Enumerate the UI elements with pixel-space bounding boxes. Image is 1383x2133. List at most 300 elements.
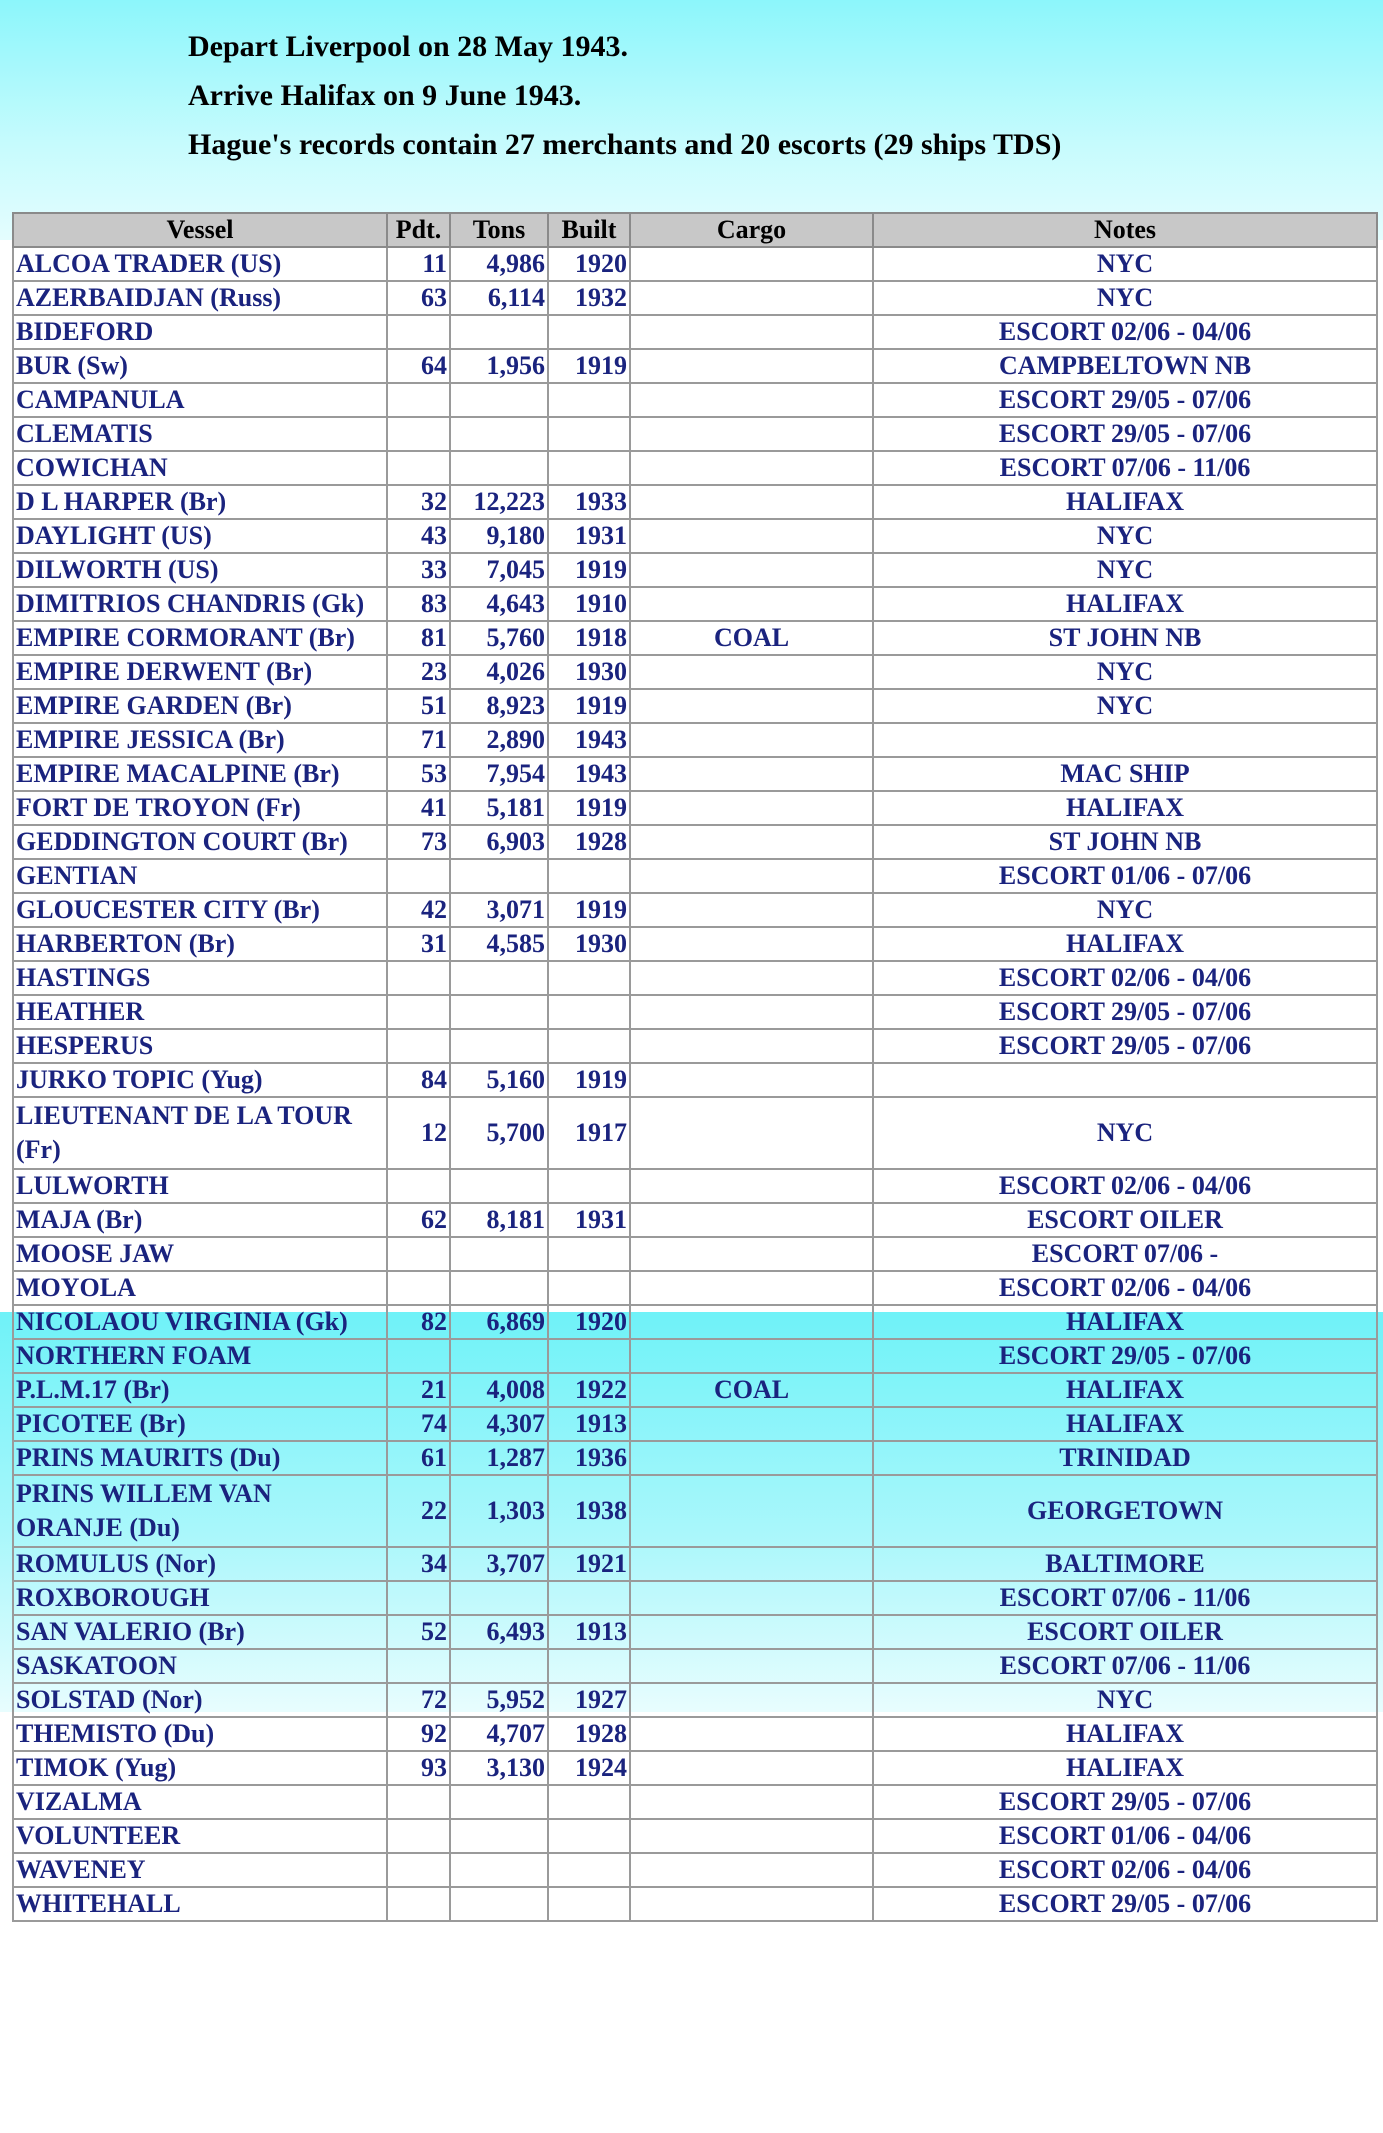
arrive-line: Arrive Halifax on 9 June 1943. [188, 79, 582, 112]
cargo-cell [630, 1547, 873, 1581]
notes-cell: ESCORT 29/05 - 07/06 [873, 1339, 1377, 1373]
pdt-cell: 51 [387, 689, 450, 723]
tons-cell: 4,643 [450, 587, 548, 621]
cargo-cell [630, 1097, 873, 1169]
cargo-cell [630, 1441, 873, 1475]
tons-cell: 3,707 [450, 1547, 548, 1581]
built-cell [548, 1237, 630, 1271]
pdt-cell: 33 [387, 553, 450, 587]
built-cell: 1919 [548, 1063, 630, 1097]
notes-cell: ESCORT 29/05 - 07/06 [873, 995, 1377, 1029]
notes-cell: NYC [873, 689, 1377, 723]
notes-cell: NYC [873, 893, 1377, 927]
tons-cell: 12,223 [450, 485, 548, 519]
built-cell [548, 383, 630, 417]
table-row [13, 1853, 1377, 1887]
tons-cell: 6,493 [450, 1615, 548, 1649]
pdt-cell: 72 [387, 1683, 450, 1717]
vessel-cell: VIZALMA [13, 1785, 387, 1819]
pdt-cell: 12 [387, 1097, 450, 1169]
pdt-cell [387, 383, 450, 417]
notes-cell: NYC [873, 281, 1377, 315]
table-row [13, 1441, 1377, 1475]
table-row [13, 689, 1377, 723]
cargo-cell [630, 961, 873, 995]
pdt-cell: 62 [387, 1203, 450, 1237]
vessel-cell: BUR (Sw) [13, 349, 387, 383]
notes-cell: ESCORT 01/06 - 04/06 [873, 1819, 1377, 1853]
table-row [13, 1407, 1377, 1441]
cargo-cell: COAL [630, 1373, 873, 1407]
vessel-cell: ALCOA TRADER (US) [13, 247, 387, 281]
table-row [13, 247, 1377, 281]
vessel-cell: HEATHER [13, 995, 387, 1029]
tons-cell [450, 1169, 548, 1203]
tons-cell: 4,008 [450, 1373, 548, 1407]
cargo-cell [630, 587, 873, 621]
convoy-summary [188, 22, 1061, 169]
vessel-cell: SOLSTAD (Nor) [13, 1683, 387, 1717]
tons-cell [450, 1339, 548, 1373]
cargo-cell [630, 1237, 873, 1271]
cargo-cell [630, 893, 873, 927]
table-row [13, 859, 1377, 893]
pdt-cell: 92 [387, 1717, 450, 1751]
tons-cell [450, 1649, 548, 1683]
convoy-ships-table [12, 212, 1378, 1922]
table-row [13, 621, 1377, 655]
tons-cell [450, 1581, 548, 1615]
notes-cell: BALTIMORE [873, 1547, 1377, 1581]
pdt-cell: 74 [387, 1407, 450, 1441]
cargo-cell [630, 927, 873, 961]
cargo-cell [630, 1683, 873, 1717]
table-row [13, 1339, 1377, 1373]
cargo-cell [630, 1063, 873, 1097]
notes-cell: ESCORT 29/05 - 07/06 [873, 417, 1377, 451]
pdt-cell [387, 1581, 450, 1615]
pdt-cell [387, 417, 450, 451]
tons-cell: 4,707 [450, 1717, 548, 1751]
cargo-cell [630, 315, 873, 349]
notes-cell: HALIFAX [873, 791, 1377, 825]
tons-cell: 5,700 [450, 1097, 548, 1169]
built-cell [548, 1339, 630, 1373]
notes-cell: ESCORT 29/05 - 07/06 [873, 1785, 1377, 1819]
cargo-cell [630, 757, 873, 791]
built-cell: 1932 [548, 281, 630, 315]
tons-cell: 4,307 [450, 1407, 548, 1441]
table-row [13, 825, 1377, 859]
column-header-pdt: Pdt. [387, 213, 450, 247]
tons-cell [450, 859, 548, 893]
pdt-cell: 61 [387, 1441, 450, 1475]
vessel-cell: SAN VALERIO (Br) [13, 1615, 387, 1649]
vessel-cell: COWICHAN [13, 451, 387, 485]
cargo-cell [630, 417, 873, 451]
pdt-cell [387, 995, 450, 1029]
built-cell: 1943 [548, 757, 630, 791]
table-row [13, 927, 1377, 961]
cargo-cell [630, 1887, 873, 1921]
notes-cell: ST JOHN NB [873, 825, 1377, 859]
vessel-cell: EMPIRE DERWENT (Br) [13, 655, 387, 689]
table-body [13, 247, 1377, 1921]
tons-cell [450, 1887, 548, 1921]
table-row [13, 383, 1377, 417]
notes-cell: MAC SHIP [873, 757, 1377, 791]
vessel-cell: EMPIRE GARDEN (Br) [13, 689, 387, 723]
cargo-cell [630, 1339, 873, 1373]
built-cell: 1918 [548, 621, 630, 655]
tons-cell: 9,180 [450, 519, 548, 553]
pdt-cell [387, 1819, 450, 1853]
pdt-cell: 71 [387, 723, 450, 757]
column-header-notes: Notes [873, 213, 1377, 247]
built-cell: 1913 [548, 1407, 630, 1441]
vessel-cell: FORT DE TROYON (Fr) [13, 791, 387, 825]
table-row [13, 995, 1377, 1029]
vessel-cell: PICOTEE (Br) [13, 1407, 387, 1441]
built-cell: 1919 [548, 349, 630, 383]
pdt-cell: 41 [387, 791, 450, 825]
table-row [13, 1203, 1377, 1237]
cargo-cell [630, 1203, 873, 1237]
vessel-cell: GEDDINGTON COURT (Br) [13, 825, 387, 859]
column-header-tons: Tons [450, 213, 548, 247]
vessel-cell: D L HARPER (Br) [13, 485, 387, 519]
tons-cell [450, 383, 548, 417]
built-cell: 1927 [548, 1683, 630, 1717]
cargo-cell [630, 723, 873, 757]
tons-cell: 3,130 [450, 1751, 548, 1785]
tons-cell [450, 417, 548, 451]
column-header-cargo: Cargo [630, 213, 873, 247]
table-row [13, 587, 1377, 621]
tons-cell [450, 961, 548, 995]
vessel-cell: LIEUTENANT DE LA TOUR (Fr) [13, 1097, 387, 1169]
pdt-cell: 22 [387, 1475, 450, 1547]
built-cell [548, 1271, 630, 1305]
pdt-cell: 84 [387, 1063, 450, 1097]
cargo-cell [630, 689, 873, 723]
pdt-cell: 32 [387, 485, 450, 519]
vessel-cell: NICOLAOU VIRGINIA (Gk) [13, 1305, 387, 1339]
tons-cell: 1,287 [450, 1441, 548, 1475]
built-cell [548, 1581, 630, 1615]
table-row [13, 519, 1377, 553]
built-cell: 1930 [548, 655, 630, 689]
table-row [13, 1615, 1377, 1649]
pdt-cell [387, 859, 450, 893]
table-row [13, 417, 1377, 451]
vessel-cell: GLOUCESTER CITY (Br) [13, 893, 387, 927]
pdt-cell: 42 [387, 893, 450, 927]
vessel-cell: NORTHERN FOAM [13, 1339, 387, 1373]
tons-cell: 7,045 [450, 553, 548, 587]
notes-cell: NYC [873, 247, 1377, 281]
cargo-cell [630, 1029, 873, 1063]
vessel-cell: DIMITRIOS CHANDRIS (Gk) [13, 587, 387, 621]
pdt-cell: 64 [387, 349, 450, 383]
pdt-cell: 53 [387, 757, 450, 791]
table-row [13, 485, 1377, 519]
pdt-cell [387, 961, 450, 995]
table-row [13, 451, 1377, 485]
pdt-cell [387, 315, 450, 349]
pdt-cell [387, 1339, 450, 1373]
vessel-cell: HESPERUS [13, 1029, 387, 1063]
tons-cell [450, 995, 548, 1029]
vessel-cell: EMPIRE JESSICA (Br) [13, 723, 387, 757]
cargo-cell [630, 1717, 873, 1751]
pdt-cell [387, 1887, 450, 1921]
pdt-cell [387, 1649, 450, 1683]
tons-cell: 8,923 [450, 689, 548, 723]
table-row [13, 791, 1377, 825]
notes-cell: NYC [873, 1097, 1377, 1169]
table-row [13, 1373, 1377, 1407]
notes-cell [873, 723, 1377, 757]
notes-cell [873, 1063, 1377, 1097]
tons-cell [450, 451, 548, 485]
built-cell: 1919 [548, 893, 630, 927]
vessel-cell: VOLUNTEER [13, 1819, 387, 1853]
table-row [13, 315, 1377, 349]
cargo-cell [630, 247, 873, 281]
vessel-cell: GENTIAN [13, 859, 387, 893]
notes-cell: ESCORT OILER [873, 1615, 1377, 1649]
vessel-cell: AZERBAIDJAN (Russ) [13, 281, 387, 315]
table-row [13, 1063, 1377, 1097]
built-cell: 1936 [548, 1441, 630, 1475]
pdt-cell [387, 1271, 450, 1305]
notes-cell: ESCORT 02/06 - 04/06 [873, 1853, 1377, 1887]
built-cell: 1928 [548, 1717, 630, 1751]
vessel-cell: TIMOK (Yug) [13, 1751, 387, 1785]
pdt-cell: 34 [387, 1547, 450, 1581]
notes-cell: HALIFAX [873, 1407, 1377, 1441]
vessel-cell: HASTINGS [13, 961, 387, 995]
cargo-cell [630, 1305, 873, 1339]
cargo-cell [630, 1751, 873, 1785]
table-row [13, 1097, 1377, 1169]
vessel-cell: PRINS WILLEM VAN ORANJE (Du) [13, 1475, 387, 1547]
tons-cell [450, 315, 548, 349]
built-cell [548, 1169, 630, 1203]
cargo-cell: COAL [630, 621, 873, 655]
table-row [13, 1819, 1377, 1853]
notes-cell: ESCORT 07/06 - 11/06 [873, 1581, 1377, 1615]
cargo-cell [630, 553, 873, 587]
table-row [13, 1271, 1377, 1305]
tons-cell: 3,071 [450, 893, 548, 927]
notes-cell: HALIFAX [873, 1717, 1377, 1751]
pdt-cell: 23 [387, 655, 450, 689]
cargo-cell [630, 1407, 873, 1441]
table-row [13, 655, 1377, 689]
built-cell [548, 417, 630, 451]
notes-cell: HALIFAX [873, 1373, 1377, 1407]
cargo-cell [630, 519, 873, 553]
table-row [13, 1237, 1377, 1271]
cargo-cell [630, 383, 873, 417]
cargo-cell [630, 1785, 873, 1819]
tons-cell: 1,303 [450, 1475, 548, 1547]
built-cell: 1931 [548, 519, 630, 553]
built-cell [548, 1029, 630, 1063]
vessel-cell: SASKATOON [13, 1649, 387, 1683]
table-row [13, 1305, 1377, 1339]
cargo-cell [630, 825, 873, 859]
table-row [13, 1887, 1377, 1921]
built-cell: 1920 [548, 1305, 630, 1339]
pdt-cell: 83 [387, 587, 450, 621]
built-cell [548, 315, 630, 349]
built-cell [548, 995, 630, 1029]
vessel-cell: THEMISTO (Du) [13, 1717, 387, 1751]
cargo-cell [630, 1271, 873, 1305]
built-cell: 1924 [548, 1751, 630, 1785]
pdt-cell: 93 [387, 1751, 450, 1785]
cargo-cell [630, 995, 873, 1029]
pdt-cell [387, 1785, 450, 1819]
notes-cell: ST JOHN NB [873, 621, 1377, 655]
column-header-vessel: Vessel [13, 213, 387, 247]
table-row [13, 1649, 1377, 1683]
vessel-cell: CLEMATIS [13, 417, 387, 451]
table-row [13, 553, 1377, 587]
notes-cell: ESCORT 29/05 - 07/06 [873, 1887, 1377, 1921]
cargo-cell [630, 281, 873, 315]
built-cell: 1933 [548, 485, 630, 519]
tons-cell [450, 1029, 548, 1063]
built-cell: 1910 [548, 587, 630, 621]
tons-cell: 6,869 [450, 1305, 548, 1339]
vessel-cell: DAYLIGHT (US) [13, 519, 387, 553]
notes-cell: CAMPBELTOWN NB [873, 349, 1377, 383]
built-cell: 1922 [548, 1373, 630, 1407]
cargo-cell [630, 451, 873, 485]
table-row [13, 1683, 1377, 1717]
notes-cell: HALIFAX [873, 1305, 1377, 1339]
records-line: Hague's records contain 27 merchants and 20 escorts (29 ships TDS) [188, 128, 1062, 161]
cargo-cell [630, 1169, 873, 1203]
notes-cell: ESCORT 02/06 - 04/06 [873, 315, 1377, 349]
pdt-cell [387, 1029, 450, 1063]
notes-cell: NYC [873, 553, 1377, 587]
tons-cell: 8,181 [450, 1203, 548, 1237]
built-cell: 1919 [548, 791, 630, 825]
notes-cell: ESCORT 02/06 - 04/06 [873, 961, 1377, 995]
table-row [13, 281, 1377, 315]
vessel-cell: MOOSE JAW [13, 1237, 387, 1271]
vessel-cell: PRINS MAURITS (Du) [13, 1441, 387, 1475]
pdt-cell: 11 [387, 247, 450, 281]
vessel-cell: DILWORTH (US) [13, 553, 387, 587]
tons-cell [450, 1237, 548, 1271]
cargo-cell [630, 1819, 873, 1853]
notes-cell: NYC [873, 655, 1377, 689]
pdt-cell [387, 1169, 450, 1203]
tons-cell: 5,952 [450, 1683, 548, 1717]
notes-cell: HALIFAX [873, 927, 1377, 961]
table-row [13, 1717, 1377, 1751]
notes-cell: TRINIDAD [873, 1441, 1377, 1475]
table-row [13, 1581, 1377, 1615]
built-cell: 1920 [548, 247, 630, 281]
pdt-cell: 82 [387, 1305, 450, 1339]
depart-line: Depart Liverpool on 28 May 1943. [188, 30, 628, 63]
notes-cell: NYC [873, 1683, 1377, 1717]
tons-cell: 1,956 [450, 349, 548, 383]
notes-cell: ESCORT 07/06 - 11/06 [873, 451, 1377, 485]
built-cell [548, 961, 630, 995]
vessel-cell: EMPIRE CORMORANT (Br) [13, 621, 387, 655]
table-row [13, 1029, 1377, 1063]
notes-cell: ESCORT 02/06 - 04/06 [873, 1169, 1377, 1203]
pdt-cell: 52 [387, 1615, 450, 1649]
table-row [13, 1547, 1377, 1581]
pdt-cell: 73 [387, 825, 450, 859]
cargo-cell [630, 655, 873, 689]
table-row [13, 349, 1377, 383]
tons-cell: 5,181 [450, 791, 548, 825]
built-cell [548, 1649, 630, 1683]
pdt-cell [387, 1237, 450, 1271]
table-row [13, 723, 1377, 757]
vessel-cell: CAMPANULA [13, 383, 387, 417]
vessel-cell: JURKO TOPIC (Yug) [13, 1063, 387, 1097]
built-cell [548, 1887, 630, 1921]
cargo-cell [630, 1475, 873, 1547]
tons-cell: 5,760 [450, 621, 548, 655]
table-row [13, 1751, 1377, 1785]
tons-cell [450, 1853, 548, 1887]
notes-cell: GEORGETOWN [873, 1475, 1377, 1547]
column-header-built: Built [548, 213, 630, 247]
built-cell: 1919 [548, 689, 630, 723]
table-row [13, 1475, 1377, 1547]
built-cell: 1913 [548, 1615, 630, 1649]
tons-cell [450, 1785, 548, 1819]
cargo-cell [630, 1615, 873, 1649]
vessel-cell: HARBERTON (Br) [13, 927, 387, 961]
pdt-cell [387, 451, 450, 485]
notes-cell: ESCORT 01/06 - 07/06 [873, 859, 1377, 893]
table-row [13, 961, 1377, 995]
tons-cell [450, 1819, 548, 1853]
built-cell: 1938 [548, 1475, 630, 1547]
cargo-cell [630, 1581, 873, 1615]
vessel-cell: MAJA (Br) [13, 1203, 387, 1237]
notes-cell: ESCORT 07/06 - [873, 1237, 1377, 1271]
notes-cell: HALIFAX [873, 485, 1377, 519]
vessel-cell: ROXBOROUGH [13, 1581, 387, 1615]
notes-cell: ESCORT OILER [873, 1203, 1377, 1237]
pdt-cell: 63 [387, 281, 450, 315]
tons-cell: 7,954 [450, 757, 548, 791]
pdt-cell: 31 [387, 927, 450, 961]
vessel-cell: MOYOLA [13, 1271, 387, 1305]
built-cell: 1919 [548, 553, 630, 587]
vessel-cell: WHITEHALL [13, 1887, 387, 1921]
cargo-cell [630, 1853, 873, 1887]
tons-cell: 5,160 [450, 1063, 548, 1097]
tons-cell: 4,026 [450, 655, 548, 689]
built-cell: 1931 [548, 1203, 630, 1237]
table-header-row [13, 213, 1377, 247]
